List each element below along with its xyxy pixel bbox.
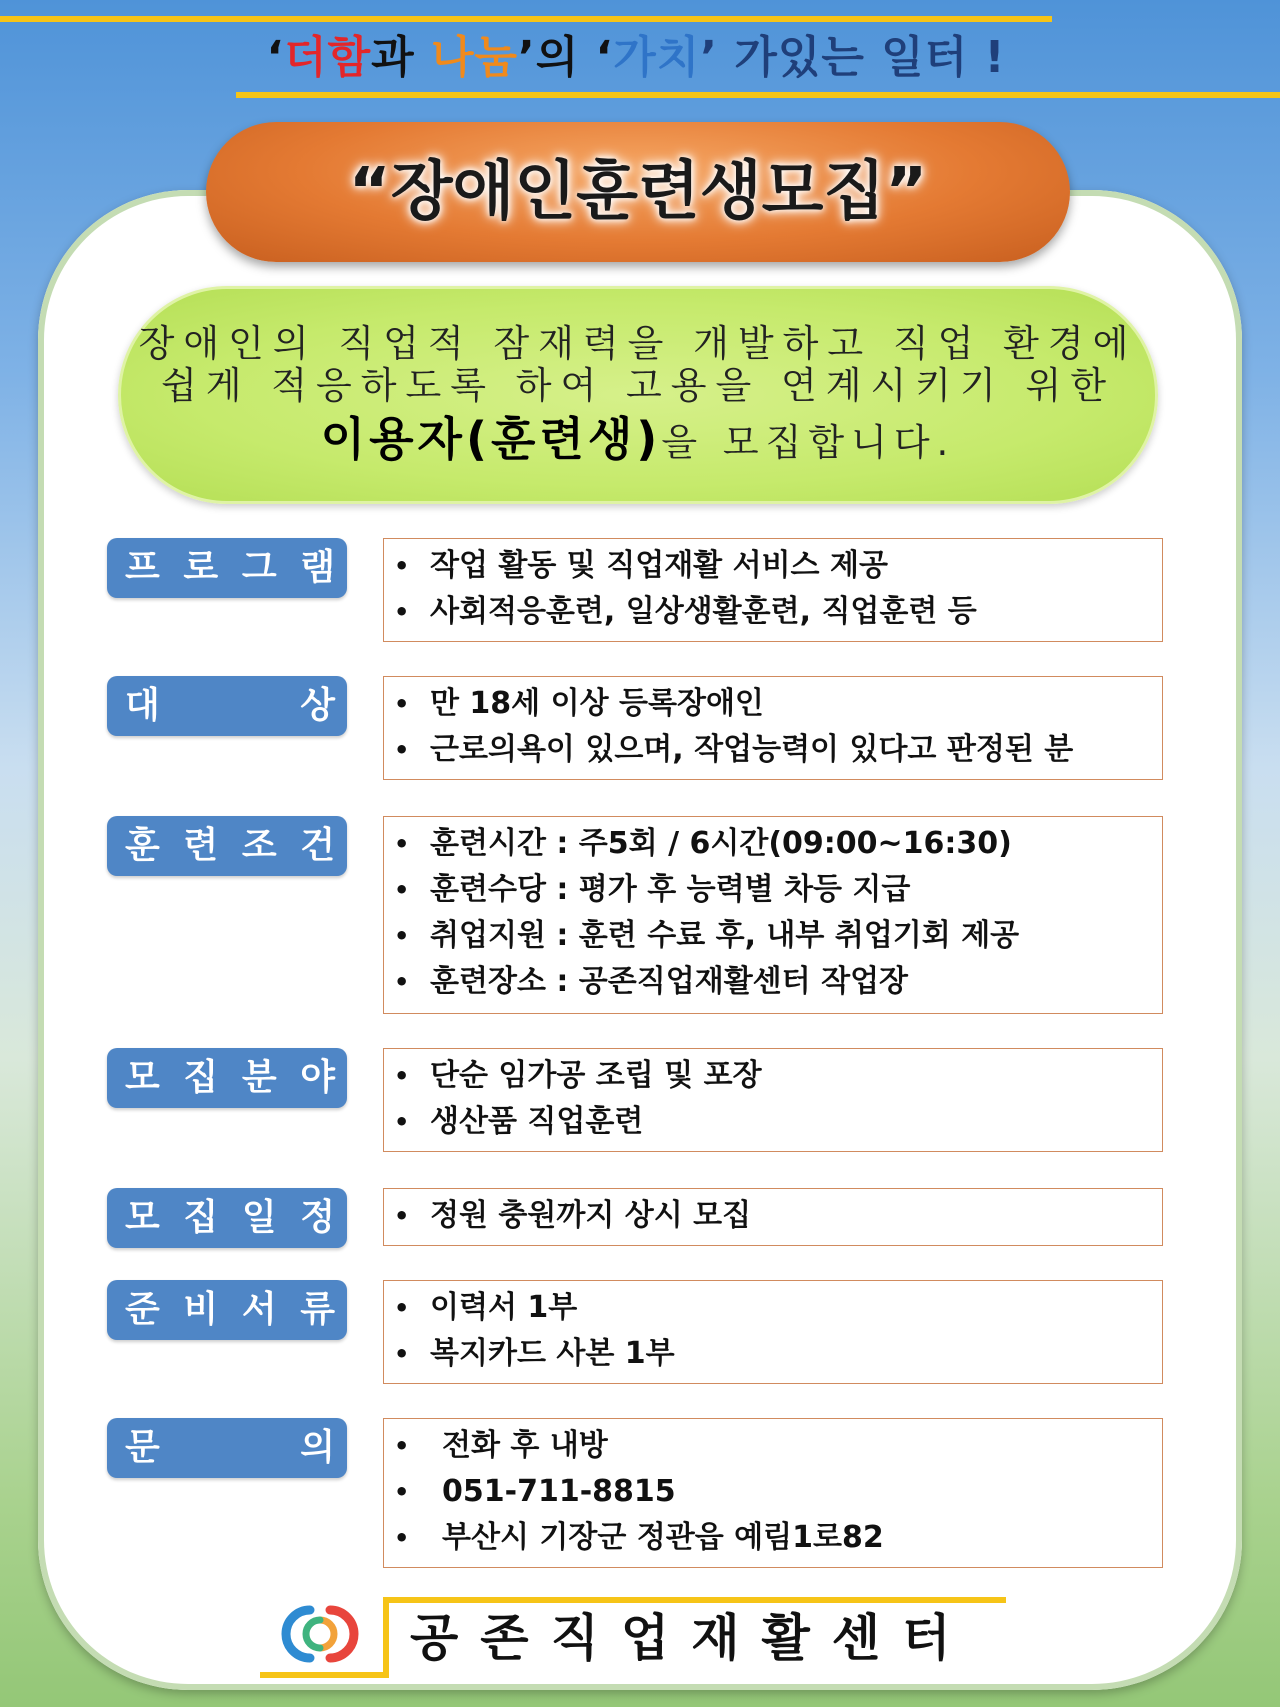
list-item <box>394 1285 1162 1331</box>
section-label-char: 서 <box>241 1289 277 1330</box>
slogan-connector-2: 의 ‘ <box>535 32 614 83</box>
bullet-icon: • <box>394 736 410 764</box>
bullet-icon: • <box>394 876 410 904</box>
section-content-training-conditions <box>383 816 1163 1014</box>
intro-line-2: 쉽게 적응하도록 하여 고용을 연계시키기 위한 <box>161 364 1115 407</box>
list-item <box>394 959 1162 1005</box>
list-item <box>394 867 1162 913</box>
bullet-icon: • <box>394 598 410 626</box>
slogan-top-line <box>0 16 1052 22</box>
section-label-char: 상 <box>300 685 335 726</box>
bullet-icon: • <box>394 1478 410 1506</box>
bullet-icon: • <box>394 1294 410 1322</box>
bullet-icon: • <box>394 690 410 718</box>
section-label-inquiry <box>107 1418 347 1478</box>
list-item <box>394 1515 1162 1561</box>
list-item <box>394 543 1162 589</box>
section-content-recruit-field <box>383 1048 1163 1152</box>
section-label-program <box>107 538 347 598</box>
bullet-icon: • <box>394 1524 410 1552</box>
list-item <box>394 1193 1162 1239</box>
list-item <box>394 1423 1162 1469</box>
list-item <box>394 727 1162 773</box>
section-label-char: 램 <box>300 547 335 588</box>
section-label-char: 련 <box>183 825 219 866</box>
section-label-char: 일 <box>241 1197 277 1238</box>
slogan-word-add: 더함 <box>284 32 372 83</box>
section-label-char: 준 <box>125 1289 160 1330</box>
section-label-char: 프 <box>125 547 160 588</box>
section-label-recruit-field <box>107 1048 347 1108</box>
list-item-text: 훈련수당 : 평가 후 능력별 차등 지급 <box>430 872 911 907</box>
slogan-word-share: 나눔 <box>431 32 519 83</box>
bullet-icon: • <box>394 1108 410 1136</box>
organization-name: 공존직업재활센터 <box>410 1609 973 1667</box>
bullet-icon: • <box>394 968 410 996</box>
list-item <box>394 589 1162 635</box>
slogan <box>236 28 1036 88</box>
section-content-target <box>383 676 1163 780</box>
intro-emphasis: 이용자(훈련생) <box>320 412 662 466</box>
section-label-char: 문 <box>125 1427 160 1468</box>
intro-line-1: 장애인의 직업적 잠재력을 개발하고 직업 환경에 <box>138 322 1138 365</box>
list-item-text: 복지카드 사본 1부 <box>430 1336 675 1371</box>
list-item <box>394 1053 1162 1099</box>
section-label-char: 정 <box>300 1197 335 1238</box>
section-label-recruit-schedule <box>107 1188 347 1248</box>
intro-line-3 <box>121 409 1155 473</box>
bullet-icon: • <box>394 922 410 950</box>
list-item-text: 부산시 기장군 정관읍 예림1로82 <box>442 1520 884 1555</box>
section-content-required-documents <box>383 1280 1163 1384</box>
slogan-word-value: 가치 <box>613 32 701 83</box>
section-label-char: 모 <box>125 1197 160 1238</box>
section-label-char: 야 <box>300 1057 335 1098</box>
section-label-target <box>107 676 347 736</box>
bullet-icon: • <box>394 1340 410 1368</box>
bullet-icon: • <box>394 1062 410 1090</box>
organization-logo-icon <box>280 1604 360 1664</box>
section-content-inquiry <box>383 1418 1163 1568</box>
list-item <box>394 821 1162 867</box>
section-label-char: 집 <box>183 1057 219 1098</box>
bullet-icon: • <box>394 552 410 580</box>
slogan-quote-open: ‘ <box>266 32 285 83</box>
list-item-text: 훈련장소 : 공존직업재활센터 작업장 <box>430 964 909 999</box>
list-item-text: 생산품 직업훈련 <box>430 1104 644 1139</box>
section-label-char: 훈 <box>125 825 160 866</box>
section-label-char: 집 <box>183 1197 219 1238</box>
list-item-text: 정원 충원까지 상시 모집 <box>430 1198 752 1233</box>
section-label-char: 건 <box>300 825 335 866</box>
list-item <box>394 1469 1162 1515</box>
intro-banner <box>118 286 1158 504</box>
section-label-char: 조 <box>241 825 277 866</box>
list-item <box>394 1099 1162 1145</box>
section-label-training-conditions <box>107 816 347 876</box>
section-label-char: 분 <box>241 1057 277 1098</box>
bullet-icon: • <box>394 1202 410 1230</box>
list-item <box>394 1331 1162 1377</box>
footer-accent-line-left <box>383 1597 389 1677</box>
section-content-recruit-schedule <box>383 1188 1163 1246</box>
slogan-bottom-line <box>236 92 1280 98</box>
section-label-char: 모 <box>125 1057 160 1098</box>
section-label-char: 대 <box>125 685 160 726</box>
section-label-required-documents <box>107 1280 347 1340</box>
list-item-text: 051-711-8815 <box>442 1474 676 1509</box>
section-label-char: 의 <box>300 1427 335 1468</box>
intro-line-3-tail: 을 모집합니다. <box>661 421 956 464</box>
list-item <box>394 681 1162 727</box>
section-label-char: 비 <box>183 1289 219 1330</box>
section-label-char: 그 <box>241 547 277 588</box>
slogan-tail: ’ 가있는 일터 ! <box>700 32 1006 83</box>
list-item-text: 만 18세 이상 등록장애인 <box>430 686 764 721</box>
bullet-icon: • <box>394 1432 410 1460</box>
list-item-text: 단순 임가공 조립 및 포장 <box>430 1058 762 1093</box>
list-item-text: 취업지원 : 훈련 수료 후, 내부 취업기회 제공 <box>430 918 1020 953</box>
footer-accent-line-bottom <box>260 1672 389 1678</box>
list-item-text: 이력서 1부 <box>430 1290 578 1325</box>
list-item-text: 훈련시간 : 주5회 / 6시간(09:00~16:30) <box>430 826 1012 861</box>
section-content-program <box>383 538 1163 642</box>
bullet-icon: • <box>394 830 410 858</box>
section-label-char: 로 <box>183 547 219 588</box>
list-item-text: 근로의욕이 있으며, 작업능력이 있다고 판정된 분 <box>430 732 1074 767</box>
list-item <box>394 913 1162 959</box>
slogan-connector-1: 과 <box>371 32 431 83</box>
list-item-text: 전화 후 내방 <box>442 1428 608 1463</box>
slogan-quote-close: ’ <box>518 32 536 83</box>
list-item-text: 사회적응훈련, 일상생활훈련, 직업훈련 등 <box>430 594 977 629</box>
page-title: “장애인훈련생모집” <box>206 122 1070 262</box>
section-label-char: 류 <box>300 1289 335 1330</box>
list-item-text: 작업 활동 및 직업재활 서비스 제공 <box>430 548 888 583</box>
